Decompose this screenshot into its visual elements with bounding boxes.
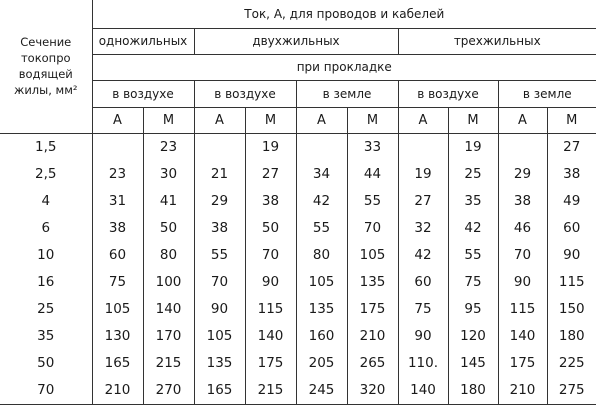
current-value-cell: 140 xyxy=(398,377,448,405)
current-value-cell: 90 xyxy=(498,269,547,296)
table-row xyxy=(0,215,596,242)
current-value-cell: 175 xyxy=(347,296,398,323)
sub-column-header: М xyxy=(547,107,596,133)
current-value-cell: 320 xyxy=(347,377,398,405)
current-value-cell: 34 xyxy=(296,161,347,188)
env-header: в земле xyxy=(498,80,596,107)
current-value-cell: 38 xyxy=(547,161,596,188)
current-value-cell: 180 xyxy=(448,377,498,405)
laying-header: при прокладке xyxy=(92,54,596,80)
cross-section-cell: 25 xyxy=(0,296,92,323)
current-value-cell: 180 xyxy=(547,323,596,350)
sub-column-header: М xyxy=(347,107,398,133)
current-value-cell: 44 xyxy=(347,161,398,188)
env-header: в воздухе xyxy=(398,80,498,107)
current-value-cell: 25 xyxy=(448,161,498,188)
current-value-cell: 245 xyxy=(296,377,347,405)
current-value-cell: 115 xyxy=(245,296,296,323)
current-value-cell: 70 xyxy=(498,242,547,269)
current-value-cell: 42 xyxy=(448,215,498,242)
current-value-cell: 38 xyxy=(498,188,547,215)
cross-section-cell: 35 xyxy=(0,323,92,350)
current-value-cell: 170 xyxy=(143,323,194,350)
current-value-cell: 100 xyxy=(143,269,194,296)
group-single-core: одножильных xyxy=(92,28,194,54)
current-value-cell: 35 xyxy=(448,188,498,215)
current-value-cell: 115 xyxy=(498,296,547,323)
table-row xyxy=(0,323,596,350)
sub-column-header: А xyxy=(92,107,143,133)
env-header: в земле xyxy=(296,80,398,107)
cross-section-cell: 50 xyxy=(0,350,92,377)
current-value-cell: 27 xyxy=(245,161,296,188)
current-value-cell: 135 xyxy=(296,296,347,323)
sub-column-header: А xyxy=(296,107,347,133)
current-value-cell: 55 xyxy=(448,242,498,269)
section-label-line: Сечение xyxy=(20,35,72,50)
current-value-cell: 42 xyxy=(398,242,448,269)
current-value-cell xyxy=(398,133,448,161)
table-row xyxy=(0,161,596,188)
cross-section-cell: 2,5 xyxy=(0,161,92,188)
current-value-cell xyxy=(498,133,547,161)
current-value-cell: 33 xyxy=(347,133,398,161)
current-value-cell: 90 xyxy=(194,296,245,323)
current-value-cell: 140 xyxy=(245,323,296,350)
current-value-cell: 23 xyxy=(92,161,143,188)
table-title: Ток, А, для проводов и кабелей xyxy=(92,0,596,28)
current-value-cell: 95 xyxy=(448,296,498,323)
current-value-cell: 27 xyxy=(398,188,448,215)
current-value-cell: 21 xyxy=(194,161,245,188)
table-row xyxy=(0,188,596,215)
section-label-line: токопро xyxy=(20,51,71,66)
current-value-cell: 80 xyxy=(143,242,194,269)
cross-section-cell: 4 xyxy=(0,188,92,215)
current-value-cell: 175 xyxy=(498,350,547,377)
current-value-cell: 90 xyxy=(245,269,296,296)
current-value-cell: 265 xyxy=(347,350,398,377)
current-value-cell: 160 xyxy=(296,323,347,350)
section-label-line: жилы, мм² xyxy=(13,83,78,98)
current-value-cell: 70 xyxy=(194,269,245,296)
current-value-cell: 135 xyxy=(194,350,245,377)
current-value-cell: 105 xyxy=(296,269,347,296)
section-column-header xyxy=(0,0,92,133)
table-row xyxy=(0,133,596,161)
current-value-cell: 27 xyxy=(547,133,596,161)
group-three-core: трехжильных xyxy=(398,28,596,54)
table-row xyxy=(0,269,596,296)
current-value-cell: 46 xyxy=(498,215,547,242)
current-value-cell: 19 xyxy=(398,161,448,188)
current-value-cell: 115 xyxy=(547,269,596,296)
current-value-cell: 275 xyxy=(547,377,596,405)
current-value-cell: 50 xyxy=(245,215,296,242)
group-two-core: двухжильных xyxy=(194,28,398,54)
current-value-cell: 120 xyxy=(448,323,498,350)
current-value-cell: 75 xyxy=(398,296,448,323)
current-value-cell: 41 xyxy=(143,188,194,215)
current-value-cell: 140 xyxy=(143,296,194,323)
current-value-cell xyxy=(296,133,347,161)
table-row xyxy=(0,296,596,323)
env-header: в воздухе xyxy=(92,80,194,107)
current-value-cell: 60 xyxy=(92,242,143,269)
sub-column-header: М xyxy=(448,107,498,133)
sub-column-header: М xyxy=(245,107,296,133)
table-row xyxy=(0,350,596,377)
current-value-cell: 50 xyxy=(143,215,194,242)
current-value-cell: 42 xyxy=(296,188,347,215)
sub-column-header: А xyxy=(194,107,245,133)
current-value-cell: 110. xyxy=(398,350,448,377)
current-value-cell: 29 xyxy=(498,161,547,188)
current-value-cell: 70 xyxy=(347,215,398,242)
current-value-cell: 225 xyxy=(547,350,596,377)
current-value-cell: 150 xyxy=(547,296,596,323)
current-value-cell: 105 xyxy=(347,242,398,269)
current-value-cell: 90 xyxy=(547,242,596,269)
current-value-cell: 145 xyxy=(448,350,498,377)
current-value-cell: 60 xyxy=(547,215,596,242)
current-value-cell: 105 xyxy=(92,296,143,323)
current-value-cell: 30 xyxy=(143,161,194,188)
env-header: в воздухе xyxy=(194,80,296,107)
cross-section-cell: 70 xyxy=(0,377,92,405)
sub-column-header: М xyxy=(143,107,194,133)
current-value-cell: 165 xyxy=(194,377,245,405)
current-value-cell: 19 xyxy=(448,133,498,161)
table-body xyxy=(0,133,596,404)
cross-section-cell: 10 xyxy=(0,242,92,269)
current-value-cell: 210 xyxy=(347,323,398,350)
current-value-cell: 175 xyxy=(245,350,296,377)
current-value-cell: 70 xyxy=(245,242,296,269)
current-value-cell xyxy=(92,133,143,161)
table-row xyxy=(0,242,596,269)
current-value-cell: 32 xyxy=(398,215,448,242)
sub-column-header: А xyxy=(498,107,547,133)
cross-section-cell: 6 xyxy=(0,215,92,242)
cross-section-cell: 16 xyxy=(0,269,92,296)
current-value-cell: 38 xyxy=(245,188,296,215)
current-value-cell: 75 xyxy=(92,269,143,296)
current-value-cell: 215 xyxy=(245,377,296,405)
current-value-cell: 60 xyxy=(398,269,448,296)
current-value-cell: 31 xyxy=(92,188,143,215)
current-value-cell: 135 xyxy=(347,269,398,296)
current-value-cell: 55 xyxy=(194,242,245,269)
current-value-cell xyxy=(194,133,245,161)
current-value-cell: 80 xyxy=(296,242,347,269)
current-value-cell: 130 xyxy=(92,323,143,350)
current-value-cell: 19 xyxy=(245,133,296,161)
current-value-cell: 210 xyxy=(92,377,143,405)
current-value-cell: 23 xyxy=(143,133,194,161)
current-value-cell: 215 xyxy=(143,350,194,377)
current-value-cell: 55 xyxy=(347,188,398,215)
section-label-line: водящей xyxy=(18,67,73,82)
cross-section-cell: 1,5 xyxy=(0,133,92,161)
current-value-cell: 38 xyxy=(194,215,245,242)
current-value-cell: 55 xyxy=(296,215,347,242)
current-value-cell: 165 xyxy=(92,350,143,377)
current-value-cell: 105 xyxy=(194,323,245,350)
current-value-cell: 49 xyxy=(547,188,596,215)
current-value-cell: 205 xyxy=(296,350,347,377)
current-value-cell: 90 xyxy=(398,323,448,350)
current-value-cell: 75 xyxy=(448,269,498,296)
current-value-cell: 38 xyxy=(92,215,143,242)
current-value-cell: 29 xyxy=(194,188,245,215)
current-value-cell: 270 xyxy=(143,377,194,405)
sub-column-header: А xyxy=(398,107,448,133)
current-value-cell: 140 xyxy=(498,323,547,350)
current-value-cell: 210 xyxy=(498,377,547,405)
table-row xyxy=(0,377,596,405)
